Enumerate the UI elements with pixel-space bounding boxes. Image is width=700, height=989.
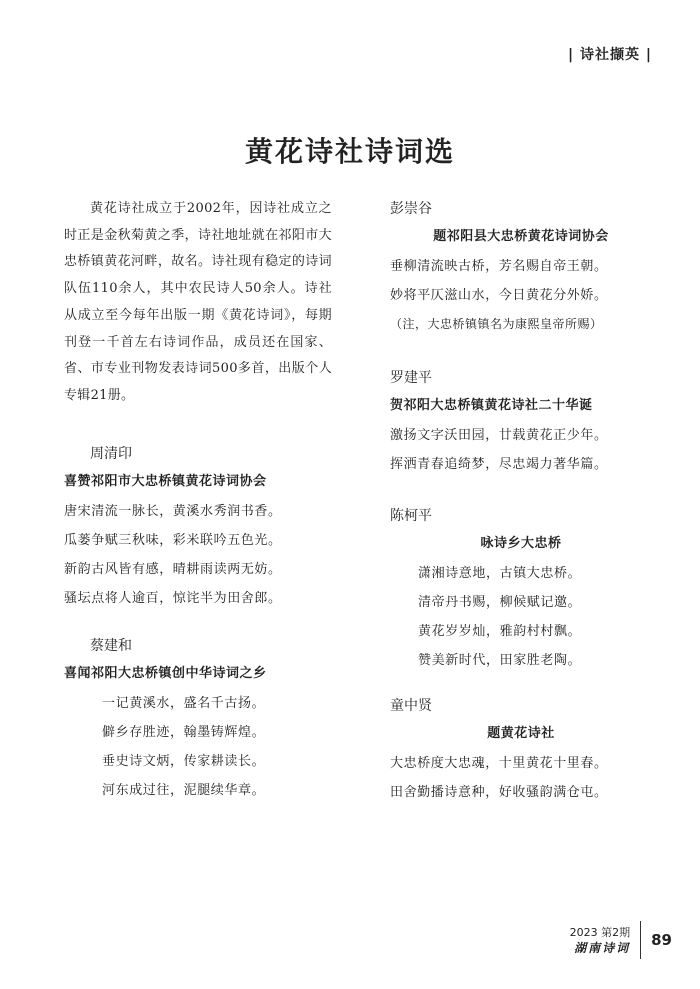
page-title: 黄花诗社诗词选 (244, 135, 455, 168)
poem-note: （注，大忠桥镇镇名为康熙皇帝所赐） (390, 317, 603, 331)
poem-line: 骚坛点将人逾百，惊诧半为田舍郎。 (64, 590, 282, 606)
poem-line: 河东成过往，泥腿续华章。 (102, 782, 266, 798)
poem-chen-keping (390, 505, 652, 675)
poem-author: 陈柯平 (390, 508, 432, 524)
poem-line: 唐宋清流一脉长，黄溪水秀润书香。 (64, 503, 282, 519)
poem-title: 咏诗乡大忠桥 (480, 536, 562, 551)
right-column (390, 198, 652, 807)
poem-author: 童中贤 (390, 698, 432, 714)
poem-title: 题黄花诗社 (487, 726, 555, 741)
poem-cai-jianhe (64, 635, 332, 805)
poem-line: 妙将平仄滋山水，今日黄花分外娇。 (390, 288, 608, 303)
poem-line: 田舍勤播诗意种，好收骚韵满仓屯。 (390, 785, 608, 800)
footer-divider (640, 921, 641, 959)
poem-author: 周清印 (90, 445, 132, 462)
poem-author: 蔡建和 (90, 637, 132, 654)
poem-luo-jianping (390, 367, 652, 479)
poem-line: 大忠桥度大忠魂，十里黄花十里春。 (390, 756, 608, 771)
poem-title: 题祁阳县大忠桥黄花诗词协会 (433, 229, 609, 244)
poem-line: 挥洒青春追绮梦，尽忠竭力著华篇。 (390, 457, 608, 472)
page-number: 89 (651, 931, 672, 949)
poem-line: 垂柳清流映古桥，芳名赐自帝王朝。 (390, 259, 608, 274)
poem-line: 清帝丹书赐，柳候赋记邀。 (418, 595, 582, 610)
issue-label: 2023 第2期 (569, 925, 631, 939)
poem-line: 僻乡存胜迹，翰墨铸辉煌。 (102, 724, 266, 740)
poem-line: 激扬文字沃田园，廿载黄花正少年。 (390, 428, 608, 443)
poem-author: 彭崇谷 (390, 201, 432, 217)
poem-peng-chonggu (390, 198, 652, 339)
page-footer (570, 921, 672, 959)
poem-tong-zhongxian (390, 695, 652, 807)
poem-line: 赞美新时代，田家胜老陶。 (418, 653, 582, 668)
poem-line: 新韵古风皆有感，晴耕雨读两无妨。 (64, 561, 282, 577)
poem-line: 潇湘诗意地，古镇大忠桥。 (418, 566, 582, 581)
poem-zhou-qingyin (64, 443, 332, 613)
section-tag: | 诗社撷英 | (568, 47, 652, 63)
poem-line: 一记黄溪水，盛名千古扬。 (102, 695, 266, 711)
poem-author: 罗建平 (390, 370, 432, 386)
poem-title: 喜赞祁阳市大忠桥镇黄花诗词协会 (64, 473, 267, 489)
left-column (64, 196, 332, 805)
footer-meta (570, 925, 631, 956)
poem-line: 垂史诗文炳，传家耕读长。 (102, 753, 266, 769)
magazine-name: 湖南诗词 (574, 940, 631, 955)
poem-line: 黄花岁岁灿，雅韵村村飘。 (418, 624, 582, 639)
intro-paragraph: 黄花诗社成立于2002年，因诗社成立之时正是金秋菊黄之季，诗社地址就在祁阳市大忠桥镇黄花河畔，故名。诗社现有稳定的诗词队伍110余人，其中农民诗人50余人。诗社从成立至今每年出版一期《黄花诗词》，每期刊登一千首左右诗词作品，成员还在国家、省、市专业刊物发表诗词500多首，出版个人专辑21册。 (64, 201, 332, 403)
poem-title: 喜闻祁阳大忠桥镇创中华诗词之乡 (64, 665, 267, 681)
poem-line: 瓜蒌争赋三秋味，彩米联吟五色光。 (64, 532, 282, 548)
poem-title: 贺祁阳大忠桥镇黄花诗社二十华诞 (390, 398, 593, 413)
